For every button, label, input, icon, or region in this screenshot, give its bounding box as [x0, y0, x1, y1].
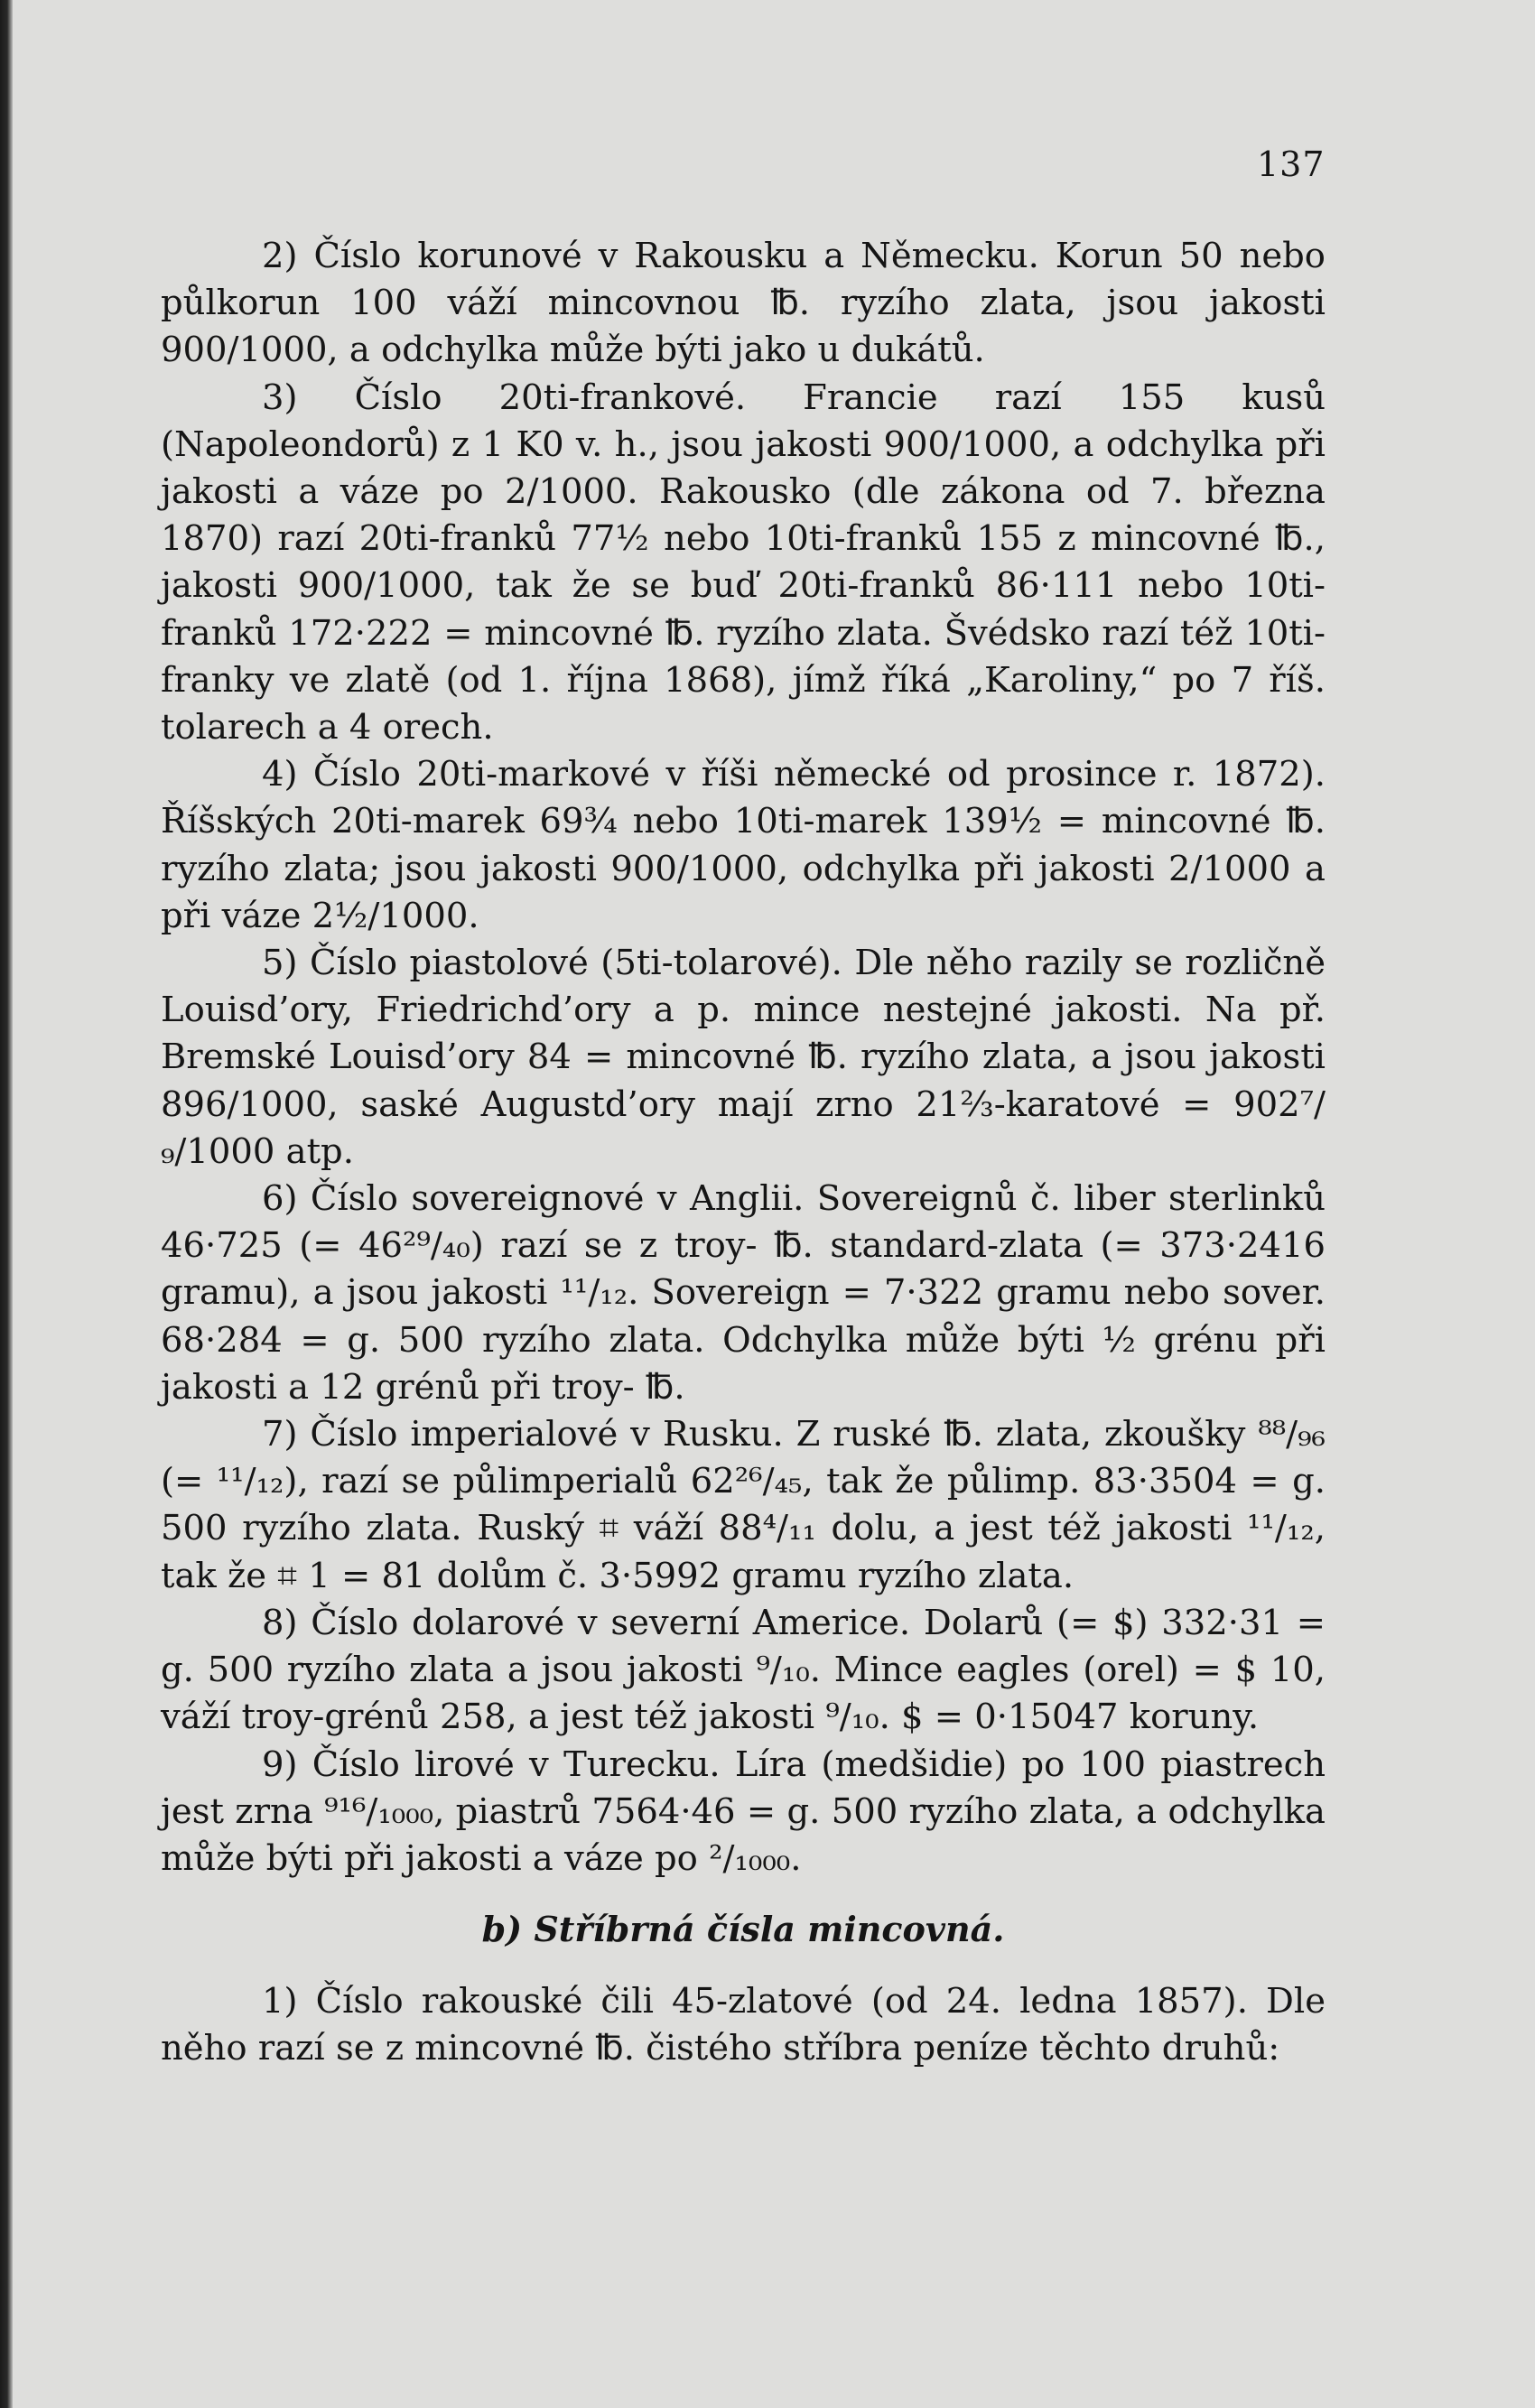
page-body: [161, 233, 1326, 2073]
paragraph-gold-franc: 3) Číslo 20ti-frankové. Francie razí 155 kusů (Napoleondorů) z 1 K0 v. h., jsou jakosti 900/1000, a odchylka při jakosti a váze po 2/1000. Rakousko (dle zákona od 7. března 1870) razí 20ti-franků 77½ nebo 10ti-franků 155 z mincovné ℔., jakosti 900/1000, tak že se buď 20ti-franků 86·111 nebo 10ti-franků 172·222 = mincovné ℔. ryzího zlata. Švédsko razí též 10ti-franky ve zlatě (od 1. října 1868), jímž říká „Karoliny,“ po 7 říš. tolarech a 4 orech.: [161, 377, 1326, 748]
paragraph-gold-mark: 4) Číslo 20ti-markové v říši německé od prosince r. 1872). Říšských 20ti-marek 69¾ nebo 10ti-marek 139½ = mincovné ℔. ryzího zlata; jsou jakosti 900/1000, odchylka při jakosti 2/1000 a při váze 2½/1000.: [161, 754, 1326, 936]
paragraph-silver-austrian: 1) Číslo rakouské čili 45-zlatové (od 24. ledna 1857). Dle něho razí se z mincovné ℔. čistého stříbra peníze těchto druhů:: [161, 1981, 1326, 2069]
paragraph-gold-imperial: 7) Číslo imperialové v Rusku. Z ruské ℔. zlata, zkoušky ⁸⁸/₉₆ (= ¹¹/₁₂), razí se půlimperialů 62²⁶/₄₅, tak že půlimp. 83·3504 = g. 500 ryzího zlata. Ruský ⌗ váží 88⁴/₁₁ dolu, a jest též jakosti ¹¹/₁₂, tak že ⌗ 1 = 81 dolům č. 3·5992 gramu ryzího zlata.: [161, 1414, 1326, 1596]
page-binding-edge: [0, 0, 13, 2408]
paragraph-gold-sovereign: 6) Číslo sovereignové v Anglii. Sovereignů č. liber sterlinků 46·725 (= 46²⁹/₄₀) razí se z troy- ℔. standard-zlata (= 373·2416 gramu), a jsou jakosti ¹¹/₁₂. Sovereign = 7·322 gramu nebo sover. 68·284 = g. 500 ryzího zlata. Odchylka může býti ½ grénu při jakosti a 12 grénů při troy- ℔.: [161, 1178, 1326, 1408]
section-heading-silver: b) Stříbrná čísla mincovná.: [481, 1909, 1005, 1950]
paragraph-gold-piastole: 5) Číslo piastolové (5ti-tolarové). Dle něho razily se rozličně Louisd’ory, Friedrichd’ory a p. mince nestejné jakosti. Na př. Bremské Louisd’ory 84 = mincovné ℔. ryzího zlata, a jsou jakosti 896/1000, saské Augustd’ory mají zrno 21⅔-karatové = 902⁷/₉/1000 atp.: [161, 943, 1326, 1172]
paragraph-gold-dollar: 8) Číslo dolarové v severní Americe. Dolarů (= $) 332·31 = g. 500 ryzího zlata a jsou jakosti ⁹/₁₀. Mince eagles (orel) = $ 10, váží troy-grénů 258, a jest též jakosti ⁹/₁₀. $ = 0·15047 koruny.: [161, 1602, 1326, 1738]
page-number: 137: [1257, 144, 1326, 184]
paragraph-gold-crown: 2) Číslo korunové v Rakousku a Německu. Korun 50 nebo půlkorun 100 váží mincovnou ℔. ryzího zlata, jsou jakosti 900/1000, a odchylka může býti jako u dukátů.: [161, 236, 1326, 371]
paragraph-gold-lira: 9) Číslo lirové v Turecku. Líra (medšidie) po 100 piastrech jest zrna ⁹¹⁶/₁₀₀₀, piastrů 7564·46 = g. 500 ryzího zlata, a odchylka může býti při jakosti a váze po ²/₁₀₀₀.: [161, 1743, 1326, 1879]
